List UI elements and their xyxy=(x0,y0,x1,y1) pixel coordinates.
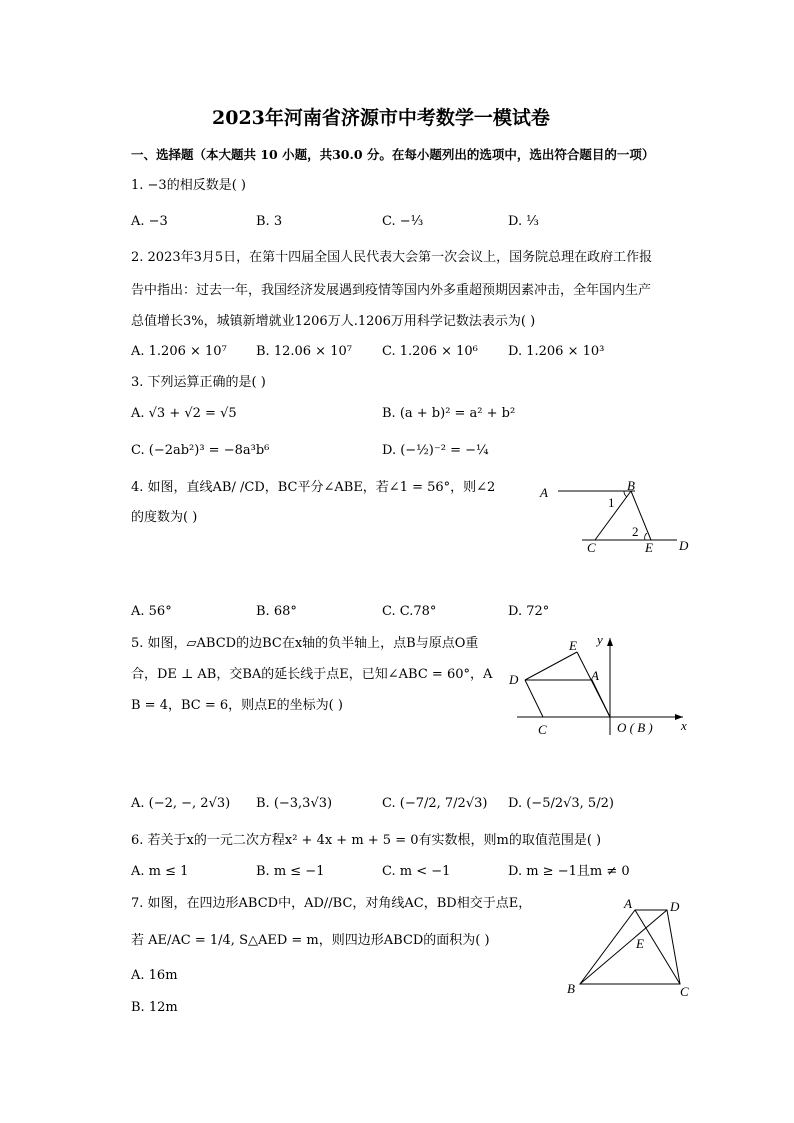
section-heading: 一、选择题（本大题共 10 小题，共30.0 分。在每小题列出的选项中，选出符合题目的一项） xyxy=(131,147,655,162)
q6-option-a[interactable]: A. m ≤ 1 xyxy=(131,864,189,879)
q4-figure xyxy=(535,478,715,558)
q4-option-c[interactable]: C. C.78° xyxy=(382,604,437,619)
q2-option-a[interactable]: A. 1.206 × 10⁷ xyxy=(131,344,227,359)
q2-stem-line2: 告中指出：过去一年，我国经济发展遇到疫情等国内外多重超预期因素冲击，全年国内生产 xyxy=(131,283,652,298)
q1-option-b[interactable]: B. 3 xyxy=(256,214,283,229)
q7-label-c: C xyxy=(680,984,689,999)
q3-option-d[interactable]: D. (−½)⁻² = −¼ xyxy=(382,443,489,458)
q4-stem-line2: 的度数为( ) xyxy=(131,510,198,525)
q7-label-d: D xyxy=(670,899,680,914)
q4-option-d[interactable]: D. 72° xyxy=(508,604,550,619)
q4-label-d: D xyxy=(679,538,689,553)
q4-label-1: 1 xyxy=(608,495,615,510)
q2-option-b[interactable]: B. 12.06 × 10⁷ xyxy=(256,344,352,359)
q5-stem-line3: B = 4，BC = 6，则点E的坐标为( ) xyxy=(131,698,343,713)
page-title: 2023年河南省济源市中考数学一模试卷 xyxy=(212,107,550,129)
q7-stem-line1: 7. 如图，在四边形ABCD中，AD//BC，对角线AC，BD相交于点E， xyxy=(131,896,532,911)
q2-option-d[interactable]: D. 1.206 × 10³ xyxy=(508,344,605,359)
q5-stem-line2: 合，DE ⊥ AB，交BA的延长线于点E，已知∠ABC = 60°，A xyxy=(131,667,493,682)
q5-option-c[interactable]: C. (−7/2, 7/2√3) xyxy=(382,796,488,811)
q4-label-b: B xyxy=(627,478,635,493)
q6-stem: 6. 若关于x的一元二次方程x² + 4x + m + 5 = 0有实数根，则m的取值范围是( ) xyxy=(131,833,602,848)
q1-option-a[interactable]: A. −3 xyxy=(131,214,168,229)
q7-option-b[interactable]: B. 12m xyxy=(131,1000,178,1015)
q2-stem-line1: 2. 2023年3月5日，在第十四届全国人民代表大会第一次会议上，国务院总理在政府工作报 xyxy=(131,250,653,265)
q5-option-d[interactable]: D. (−5/2√3, 5/2) xyxy=(508,796,614,811)
q7-label-b: B xyxy=(567,981,575,996)
q1-option-c[interactable]: C. −⅓ xyxy=(382,214,424,229)
q6-option-d[interactable]: D. m ≥ −1且m ≠ 0 xyxy=(508,864,630,879)
q6-option-b[interactable]: B. m ≤ −1 xyxy=(256,864,325,879)
q4-label-a: A xyxy=(540,485,548,500)
q3-stem: 3. 下列运算正确的是( ) xyxy=(131,375,266,390)
q4-label-2: 2 xyxy=(632,524,639,539)
q3-option-b[interactable]: B. (a + b)² = a² + b² xyxy=(382,406,516,421)
q1-option-d[interactable]: D. ⅓ xyxy=(508,214,539,229)
q5-option-b[interactable]: B. (−3,3√3) xyxy=(256,796,333,811)
q2-stem-line3: 总值增长3%，城镇新增就业1206万人.1206万用科学记数法表示为( ) xyxy=(131,314,536,329)
q5-label-a: A xyxy=(591,668,599,683)
q7-label-e: E xyxy=(636,936,644,951)
q3-option-c[interactable]: C. (−2ab²)³ = −8a³b⁶ xyxy=(131,443,270,458)
q5-stem-line1: 5. 如图，▱ABCD的边BC在x轴的负半轴上，点B与原点O重 xyxy=(131,636,479,651)
q5-label-d: D xyxy=(509,672,519,687)
q7-label-a: A xyxy=(624,896,632,911)
q5-label-e: E xyxy=(569,638,577,653)
q4-label-e: E xyxy=(645,540,653,555)
q5-label-c: C xyxy=(538,722,547,737)
q7-option-a[interactable]: A. 16m xyxy=(131,968,178,983)
q2-option-c[interactable]: C. 1.206 × 10⁶ xyxy=(382,344,478,359)
q7-stem-line2: 若 AE/AC = 1/4, S△AED = m，则四边形ABCD的面积为( ) xyxy=(131,933,490,948)
q3-option-a[interactable]: A. √3 + √2 = √5 xyxy=(131,406,237,421)
q1-stem: 1. −3的相反数是( ) xyxy=(131,178,246,193)
q5-label-y: y xyxy=(597,632,603,647)
q6-option-c[interactable]: C. m < −1 xyxy=(382,864,451,879)
q5-label-x: x xyxy=(681,718,687,733)
q4-label-c: C xyxy=(587,540,596,555)
q5-option-a[interactable]: A. (−2, −, 2√3) xyxy=(131,796,231,811)
q4-option-a[interactable]: A. 56° xyxy=(131,604,172,619)
q7-figure xyxy=(560,893,700,1003)
q5-figure xyxy=(505,630,695,740)
q4-option-b[interactable]: B. 68° xyxy=(256,604,297,619)
q4-stem-line1: 4. 如图，直线AB/ /CD，BC平分∠ABE，若∠1 = 56°，则∠2 xyxy=(131,480,496,495)
q5-label-o: O ( B ) xyxy=(617,720,653,735)
